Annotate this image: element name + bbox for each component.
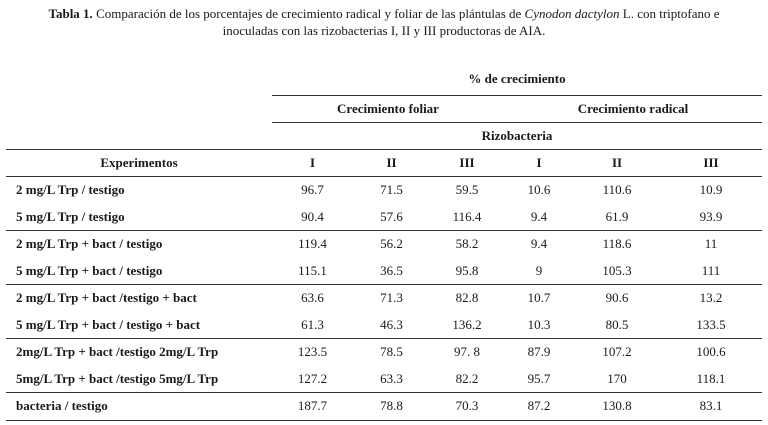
row-label: 2 mg/L Trp + bact /testigo + bact (6, 285, 272, 312)
cell-value: 136.2 (452, 316, 482, 332)
row-label: 2 mg/L Trp / testigo (16, 182, 125, 198)
cell-value: 111 (701, 262, 721, 278)
col-header: I (504, 150, 574, 177)
table-row (6, 258, 762, 285)
header-row-rizobacteria (6, 123, 762, 150)
cell-value: 87.9 (504, 339, 574, 366)
cell-value: 78.5 (353, 339, 430, 366)
cell-value: 13.2 (660, 285, 762, 312)
table-row (6, 339, 762, 366)
table-row (6, 285, 762, 312)
cell-value: 78.8 (353, 393, 430, 421)
col-header: II (353, 150, 430, 177)
cell-value: 83.1 (660, 393, 762, 421)
cell-value: 36.5 (380, 262, 403, 278)
row-label: 2mg/L Trp + bact /testigo 2mg/L Trp (6, 339, 272, 366)
cell-value: 46.3 (380, 316, 403, 332)
cell-value: 56.2 (353, 231, 430, 258)
cell-value: 119.4 (272, 231, 353, 258)
cell-value: 105.3 (602, 262, 632, 278)
cell-value: 9.4 (530, 208, 548, 224)
cell-value: 80.5 (605, 316, 629, 332)
header-row-groups (6, 96, 762, 123)
row-label: bacteria / testigo (6, 393, 272, 421)
cell-value: 118.6 (574, 231, 660, 258)
cell-value: 10.7 (504, 285, 574, 312)
table-caption (6, 5, 762, 39)
table-row (6, 393, 762, 421)
cell-value: 107.2 (574, 339, 660, 366)
col-header: III (660, 150, 762, 177)
table-row (6, 312, 762, 339)
caption-line-1 (6, 5, 762, 22)
cell-value: 133.5 (696, 316, 726, 332)
cell-value: 127.2 (297, 370, 328, 386)
cell-value: 90.6 (574, 285, 660, 312)
cell-value: 95.7 (527, 370, 551, 386)
row-label: 2 mg/L Trp + bact / testigo (6, 231, 272, 258)
cell-value: 82.8 (430, 285, 504, 312)
cell-value: 115.1 (298, 262, 327, 278)
cell-value: 118.1 (696, 370, 726, 386)
table-row (6, 366, 762, 393)
cell-value: 11 (660, 231, 762, 258)
header-rizobacteria: Rizobacteria (481, 128, 553, 143)
cell-value: 59.5 (455, 182, 479, 198)
cell-value: 10.9 (699, 182, 723, 198)
cell-value: 71.5 (380, 182, 403, 198)
caption-label: Tabla 1. (48, 6, 93, 21)
header-radical: Crecimiento radical (504, 96, 762, 123)
cell-value: 95.8 (455, 262, 479, 278)
header-row-columns (6, 150, 762, 177)
caption-text-b: L. con triptofano e (619, 6, 720, 21)
row-label: 5 mg/L Trp + bact / testigo + bact (16, 316, 201, 332)
cell-value: 93.9 (699, 208, 723, 224)
cell-value: 70.3 (430, 393, 504, 421)
caption-species: Cynodon dactylon (524, 6, 620, 21)
row-label: 5 mg/L Trp / testigo (16, 208, 125, 224)
cell-value: 71.3 (353, 285, 430, 312)
cell-value: 63.3 (380, 370, 403, 386)
cell-value: 61.9 (605, 208, 629, 224)
cell-value: 187.7 (272, 393, 353, 421)
header-row-percent (6, 62, 762, 96)
growth-table (6, 62, 762, 421)
table-body (6, 177, 762, 421)
cell-value: 170 (607, 370, 627, 386)
row-label: 5mg/L Trp + bact /testigo 5mg/L Trp (16, 370, 219, 386)
cell-value: 57.6 (380, 208, 403, 224)
cell-value: 123.5 (272, 339, 353, 366)
cell-value: 82.2 (455, 370, 479, 386)
cell-value: 9.4 (504, 231, 574, 258)
cell-value: 130.8 (574, 393, 660, 421)
cell-value: 10.3 (527, 316, 551, 332)
cell-value: 97. 8 (430, 339, 504, 366)
col-header: II (574, 150, 660, 177)
cell-value: 90.4 (301, 208, 324, 224)
col-header: III (430, 150, 504, 177)
table-row (6, 231, 762, 258)
caption-text-a: Comparación de los porcentajes de crecimiento radical y foliar de las plántulas de (92, 6, 525, 21)
table-row (6, 177, 762, 204)
cell-value: 96.7 (301, 182, 324, 198)
cell-value: 58.2 (430, 231, 504, 258)
header-experimentos: Experimentos (6, 150, 272, 177)
cell-value: 63.6 (272, 285, 353, 312)
header-percent: % de crecimiento (272, 62, 762, 96)
cell-value: 100.6 (660, 339, 762, 366)
caption-line-2: inoculadas con las rizobacterias I, II y III productoras de AIA. (222, 23, 546, 38)
cell-value: 61.3 (301, 316, 324, 332)
col-header: I (272, 150, 353, 177)
header-foliar: Crecimiento foliar (272, 96, 504, 123)
row-label: 5 mg/L Trp + bact / testigo (16, 262, 163, 278)
cell-value: 10.6 (527, 182, 551, 198)
cell-value: 110.6 (602, 182, 632, 198)
cell-value: 116.4 (452, 208, 482, 224)
cell-value: 9 (535, 262, 543, 278)
cell-value: 87.2 (504, 393, 574, 421)
table-row (6, 204, 762, 231)
